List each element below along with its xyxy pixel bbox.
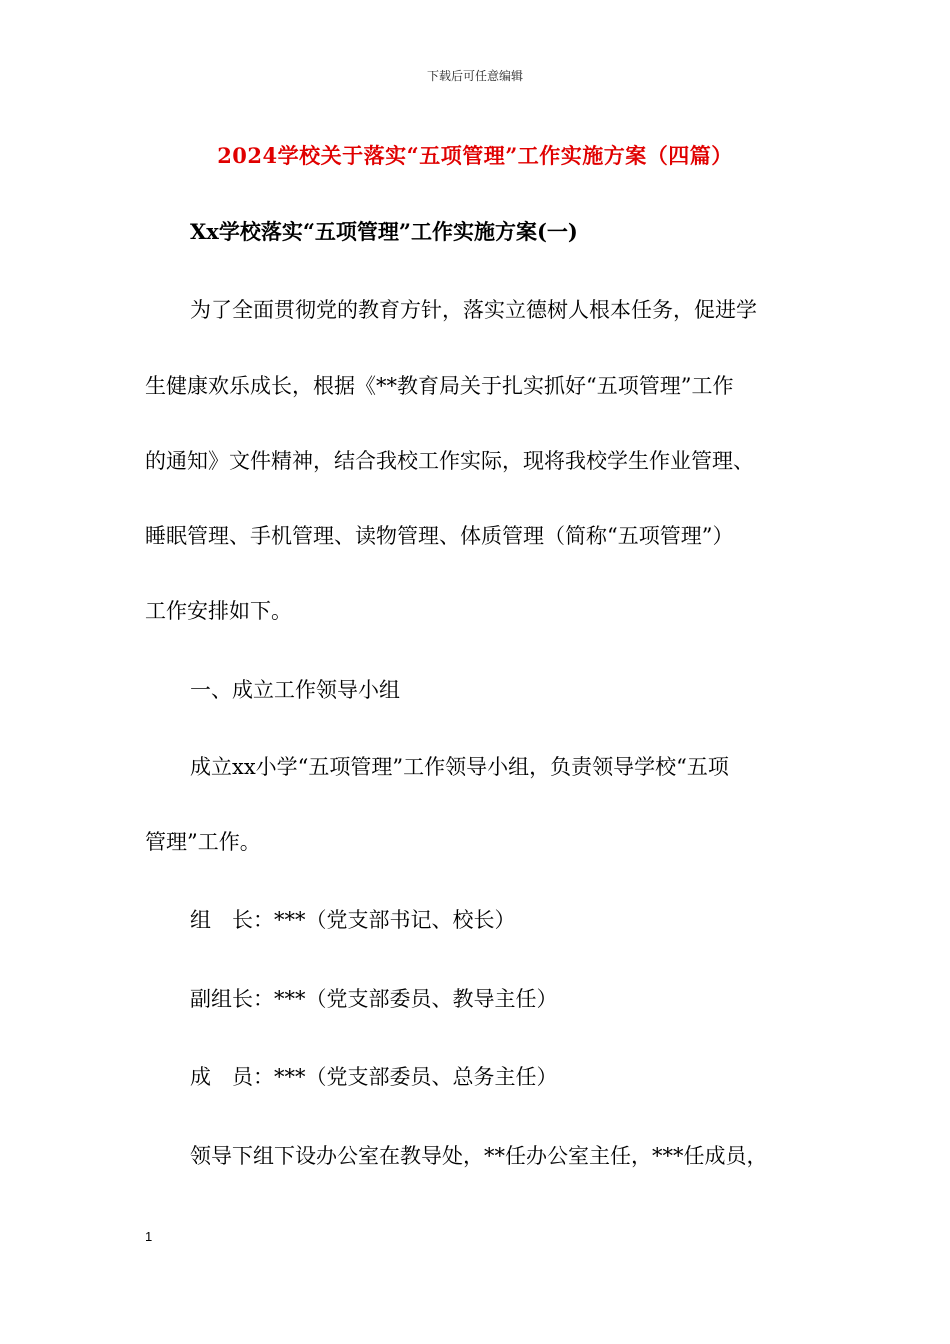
document-title: 2024学校关于落实“五项管理”工作实施方案（四篇） xyxy=(217,143,733,168)
page-header: 下载后可任意编辑 xyxy=(426,69,523,83)
section-heading: 一、成立工作领导小组 xyxy=(190,678,400,702)
member-line: 成 员：***（党支部委员、总务主任） xyxy=(190,1065,558,1089)
paragraph-line: 为了全面贯彻党的教育方针，落实立德树人根本任务，促进学 xyxy=(190,298,757,322)
paragraph-line: 管理”工作。 xyxy=(145,830,261,854)
paragraph-line: 睡眠管理、手机管理、读物管理、体质管理（简称“五项管理”） xyxy=(145,524,734,548)
paragraph-line: 工作安排如下。 xyxy=(145,599,292,623)
paragraph-line: 领导下组下设办公室在教导处，**任办公室主任，***任成员， xyxy=(190,1144,768,1168)
paragraph-line: 成立xx小学“五项管理”工作领导小组，负责领导学校“五项 xyxy=(190,755,729,779)
member-line: 组 长：***（党支部书记、校长） xyxy=(190,908,516,932)
page-number: 1 xyxy=(145,1229,153,1244)
paragraph-line: 的通知》文件精神，结合我校工作实际，现将我校学生作业管理、 xyxy=(145,449,754,473)
paragraph-line: 生健康欢乐成长，根据《**教育局关于扎实抓好“五项管理”工作 xyxy=(145,374,734,398)
section-subtitle: Xx学校落实“五项管理”工作实施方案(一) xyxy=(190,219,578,244)
member-line: 副组长：***（党支部委员、教导主任） xyxy=(190,987,558,1011)
